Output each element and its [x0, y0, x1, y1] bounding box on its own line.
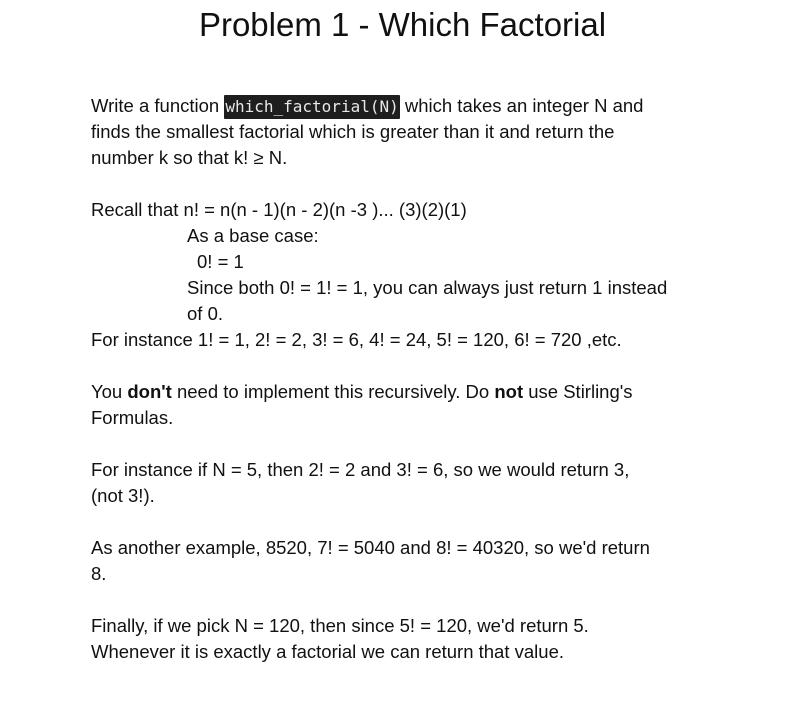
final-line-1: Finally, if we pick N = 120, then since 5! = 120, we'd return 5. — [91, 615, 589, 636]
note-p2: need to implement this recursively. Do — [171, 381, 495, 402]
note-p3: use Stirling's — [523, 381, 633, 402]
example2-line-2: 8. — [91, 563, 107, 584]
intro-line-3: number k so that k! ≥ N. — [91, 147, 288, 168]
intro-pre: Write a function — [91, 95, 225, 116]
note-line-1 — [91, 379, 633, 405]
page-title: Problem 1 - Which Factorial — [198, 6, 607, 43]
note-line-2: Formulas. — [91, 407, 174, 428]
intro-post: which takes an integer N and — [399, 95, 644, 116]
example1-line-1: For instance if N = 5, then 2! = 2 and 3! = 6, so we would return 3, — [91, 459, 630, 480]
factorial-examples: For instance 1! = 1, 2! = 2, 3! = 6, 4! = 24, 5! = 120, 6! = 720 ,etc. — [91, 329, 622, 350]
intro-line-2: finds the smallest factorial which is greater than it and return the — [91, 121, 615, 142]
base-case-value: 0! = 1 — [197, 251, 244, 272]
note-p1: You — [91, 381, 128, 402]
final-line-2: Whenever it is exactly a factorial we can return that value. — [91, 641, 564, 662]
example2-line-1: As another example, 8520, 7! = 5040 and 8! = 40320, so we'd return — [91, 537, 650, 558]
intro-line-1 — [91, 93, 643, 120]
since-line-1: Since both 0! = 1! = 1, you can always just return 1 instead — [187, 277, 668, 298]
base-case-label: As a base case: — [187, 225, 319, 246]
function-signature-code: which_factorial(N) — [224, 95, 399, 119]
since-line-2: of 0. — [187, 303, 223, 324]
recall-definition: Recall that n! = n(n - 1)(n - 2)(n -3 )... (3)(2)(1) — [91, 199, 467, 220]
note-dont-bold: don't — [127, 381, 172, 402]
example1-line-2: (not 3!). — [91, 485, 155, 506]
note-not-bold: not — [494, 381, 524, 402]
